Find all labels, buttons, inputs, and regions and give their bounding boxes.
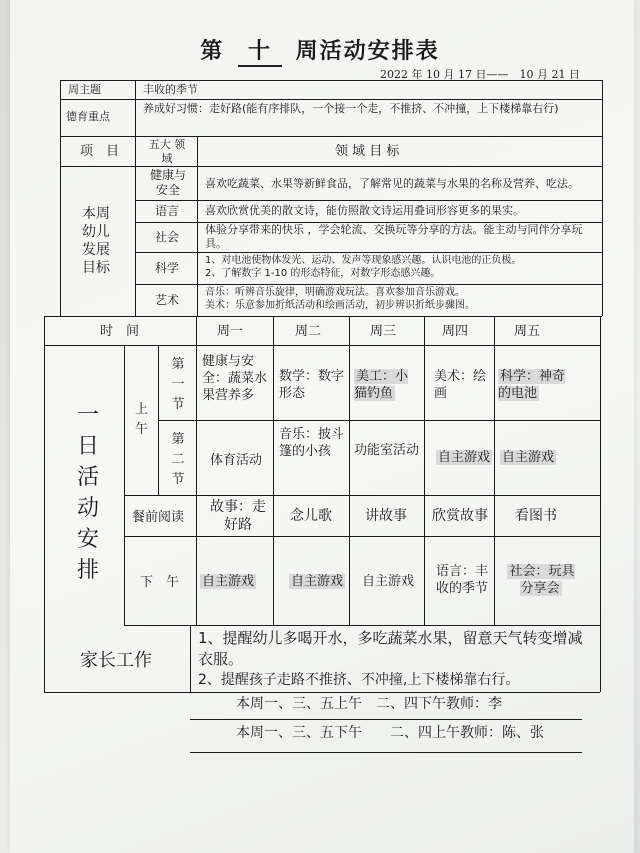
section-label-char: 一 [171, 377, 185, 392]
day-activity-side-label [68, 400, 108, 586]
section1-fri-text: 科学：神奇的电池 [498, 369, 566, 401]
section1-mon: 健康与安全：蔬菜水果营养多 [202, 354, 268, 403]
parent-work-label: 家长工作 [80, 650, 152, 671]
goal-domain-social: 社会 [155, 230, 180, 244]
goal-text-social: 体验分享带来的快乐 ，学会轮流、交换玩等分享的方法。能主动与同伴分享玩具。 [205, 223, 583, 250]
goal-text-health: 喜欢吃蔬菜、水果等新鲜食品，了解常见的蔬菜与水果的名称及营养、吃法。 [205, 177, 579, 190]
goal-text-science: 1、对电池使物体发光、运动、发声等现象感兴趣。认识电池的正负极。 2、了解数字 1-10 的形态特征，对数字形态感兴趣。 [205, 255, 522, 279]
afternoon-tue-text: 自主游戏 [291, 574, 344, 589]
section2-thu-text: 自主游戏 [438, 450, 491, 465]
day-thu: 周四 [442, 324, 469, 339]
header-item: 项 目 [80, 144, 120, 159]
afternoon-mon-text: 自主游戏 [202, 574, 255, 589]
section1-wed-text: 美工：小猫钓鱼 [354, 369, 409, 401]
meal-thu: 欣赏故事 [432, 508, 488, 524]
section2-fri [500, 449, 556, 466]
side-label-char: 日 [76, 434, 99, 459]
afternoon-fri [504, 563, 578, 597]
section-label-char: 第 [171, 357, 185, 372]
afternoon-label: 下 午 [140, 575, 180, 590]
side-label-char: 一 [76, 403, 99, 428]
meal-wed: 讲故事 [365, 508, 407, 524]
meal-fri: 看图书 [515, 508, 557, 524]
section1-label [170, 355, 186, 415]
header-target: 领 域 目 标 [335, 144, 400, 159]
section1-wed [354, 368, 420, 402]
teacher-line-2: 本周一、三、五下午 二、四上午教师：陈、张 [236, 725, 544, 741]
section1-thu: 美术：绘画 [434, 369, 487, 401]
title-prefix: 第 [200, 38, 225, 64]
side-label-char: 活 [76, 465, 99, 490]
section2-fri-text: 自主游戏 [502, 450, 555, 465]
day-mon: 周一 [217, 324, 244, 339]
teacher-line-1: 本周一、三、五上午 二、四下午教师：李 [236, 696, 502, 712]
goals-side-label-char: 目标 [82, 260, 110, 276]
side-label-char: 动 [76, 496, 99, 521]
goal-domain-language: 语言 [155, 204, 180, 218]
section-label-char: 二 [171, 452, 185, 467]
section1-tue: 数学：数字形态 [279, 369, 345, 401]
morning-label: 上午 [135, 402, 149, 437]
goal-domain-health: 健康与安全 [149, 168, 186, 197]
title-week-number: 十 [238, 34, 282, 67]
section1-fri [498, 368, 568, 402]
section2-wed: 功能室活动 [354, 443, 420, 458]
section2-thu [436, 449, 492, 466]
afternoon-fri-text: 社会：玩具分享会 [509, 564, 575, 596]
side-label-char: 排 [76, 558, 99, 583]
section-label-char: 节 [171, 397, 185, 412]
goals-side-label-char: 幼儿 [82, 224, 110, 240]
parent-work-item-2: 2、提醒孩子走路不推挤、不冲撞,上下楼梯靠右行。 [198, 672, 520, 688]
afternoon-wed: 自主游戏 [362, 574, 415, 589]
goal-text-art: 音乐：听辨音乐旋律，明确游戏玩法。喜欢参加音乐游戏。 美术：乐意参加折纸活动和绘画活动，初步辨识折纸步骤图。 [205, 287, 475, 311]
goal-text-language: 喜欢欣赏优美的散文诗，能仿照散文诗运用叠词形容更多的果实。 [205, 204, 524, 217]
side-label-char: 安 [76, 527, 99, 552]
afternoon-mon [200, 573, 256, 590]
page-title [0, 34, 640, 67]
theme-label: 周主题 [68, 83, 101, 96]
section2-tue: 音乐：披斗篷的小孩 [279, 427, 345, 459]
afternoon-thu: 语言：丰收的季节 [435, 564, 488, 596]
goals-side-label [78, 205, 114, 277]
afternoon-tue [289, 573, 345, 590]
day-fri: 周五 [514, 324, 541, 339]
time-label: 时 间 [100, 324, 140, 339]
goal-domain-art: 艺术 [155, 293, 180, 307]
parent-work-item-1: 1、提醒幼儿多喝开水，多吃蔬菜水果，留意天气转变增减衣服。 [198, 629, 583, 668]
theme-value: 丰收的季节 [143, 83, 198, 96]
moral-label: 德育重点 [66, 110, 110, 123]
section-label-char: 节 [171, 472, 185, 487]
meal-label: 餐前阅读 [132, 510, 185, 525]
meal-tue: 念儿歌 [290, 508, 332, 524]
meal-mon: 故事：走好路 [210, 499, 266, 533]
section2-mon: 体育活动 [210, 453, 263, 468]
goal-domain-science: 科学 [155, 261, 180, 275]
goals-side-label-char: 本周 [82, 206, 110, 222]
day-wed: 周三 [370, 324, 397, 339]
date-range: 2022 年 10 月 17 日—— 10 月 21 日 [380, 68, 580, 81]
moral-value: 养成好习惯：走好路(能有序排队，一个接一个走，不推挤、不冲撞，上下楼梯靠右行) [143, 102, 559, 115]
section-label-char: 第 [171, 432, 185, 447]
section2-label [170, 430, 186, 490]
goals-side-label-char: 发展 [82, 242, 110, 258]
title-suffix: 周活动安排表 [295, 38, 440, 64]
header-five-domains: 五大 领 域 [148, 138, 186, 165]
day-tue: 周二 [295, 324, 322, 339]
